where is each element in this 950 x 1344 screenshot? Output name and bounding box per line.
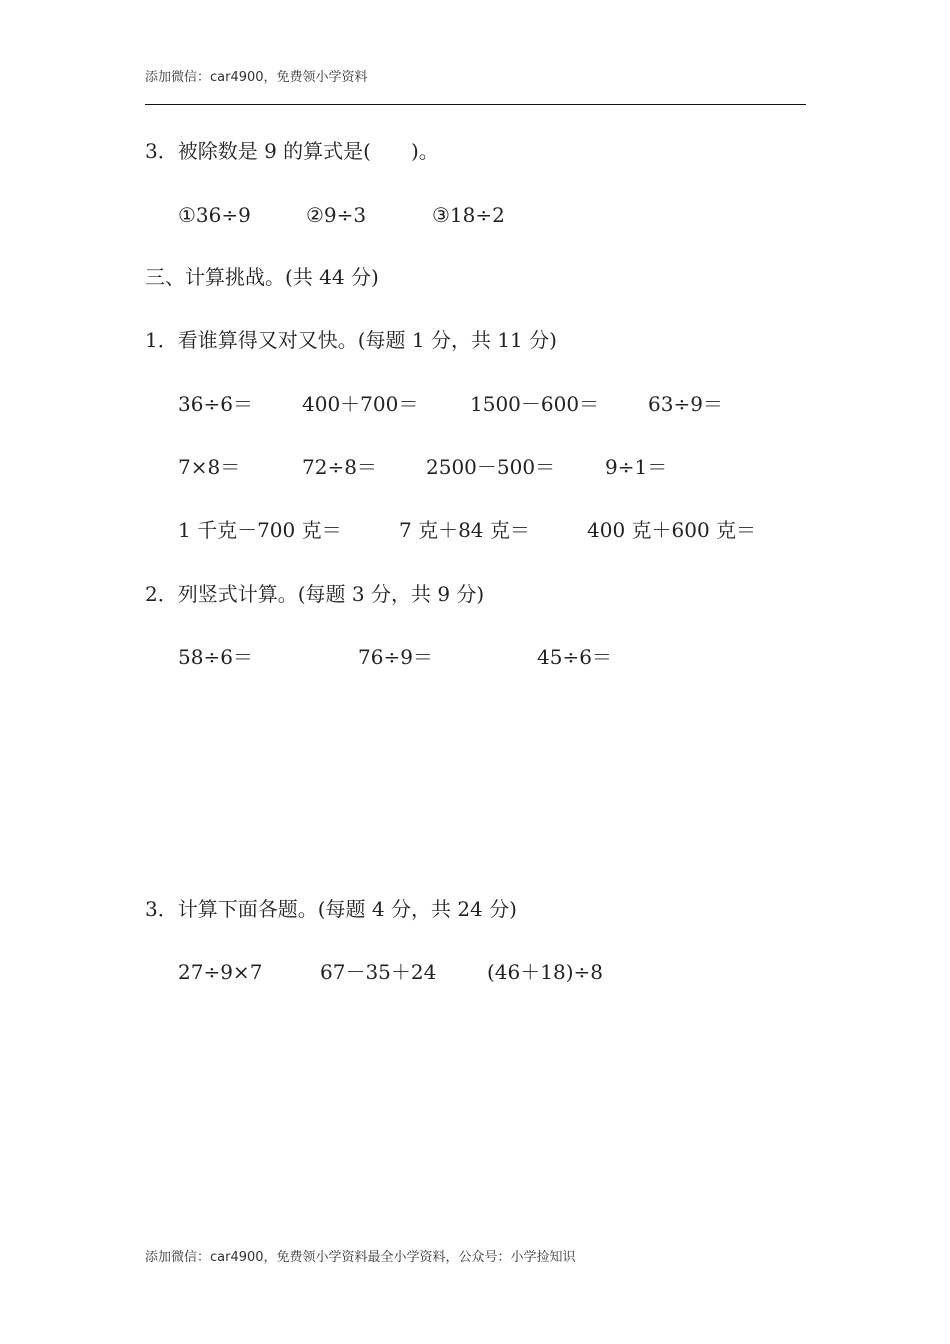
header-divider (145, 104, 806, 105)
q3-item: (46＋18)÷8 (487, 960, 603, 984)
q2-item: 58÷6＝ (178, 645, 253, 669)
footer-text: 添加微信：car4900，免费领小学资料最全小学资料，公众号：小学捡知识 (145, 1250, 576, 1265)
q1-item: 2500－500＝ (426, 455, 556, 479)
section-3-title: 三、计算挑战。(共 44 分) (145, 265, 379, 289)
q3-title: 3．计算下面各题。(每题 4 分，共 24 分) (145, 897, 517, 921)
header-text: 添加微信：car4900，免费领小学资料 (145, 70, 368, 85)
q1-item: 7 克＋84 克＝ (399, 518, 530, 542)
q2-title: 2．列竖式计算。(每题 3 分，共 9 分) (145, 582, 485, 606)
q3-item: 27÷9×7 (178, 960, 263, 984)
q1-item: 1 千克－700 克＝ (178, 518, 342, 542)
q1-item: 7×8＝ (178, 455, 241, 479)
q3-item: 67－35＋24 (320, 960, 437, 984)
q1-item: 9÷1＝ (605, 455, 668, 479)
q1-item: 63÷9＝ (648, 392, 723, 416)
question-3-stem: 3．被除数是 9 的算式是( )。 (145, 139, 439, 163)
option-3: ③18÷2 (432, 203, 505, 227)
q1-item: 72÷8＝ (302, 455, 377, 479)
option-1: ①36÷9 (178, 203, 251, 227)
q2-item: 76÷9＝ (358, 645, 433, 669)
q1-item: 400＋700＝ (302, 392, 419, 416)
q1-item: 36÷6＝ (178, 392, 253, 416)
q1-title: 1．看谁算得又对又快。(每题 1 分，共 11 分) (145, 328, 557, 352)
q1-item: 400 克＋600 克＝ (587, 518, 757, 542)
q2-item: 45÷6＝ (537, 645, 612, 669)
option-2: ②9÷3 (306, 203, 367, 227)
q1-item: 1500－600＝ (470, 392, 600, 416)
